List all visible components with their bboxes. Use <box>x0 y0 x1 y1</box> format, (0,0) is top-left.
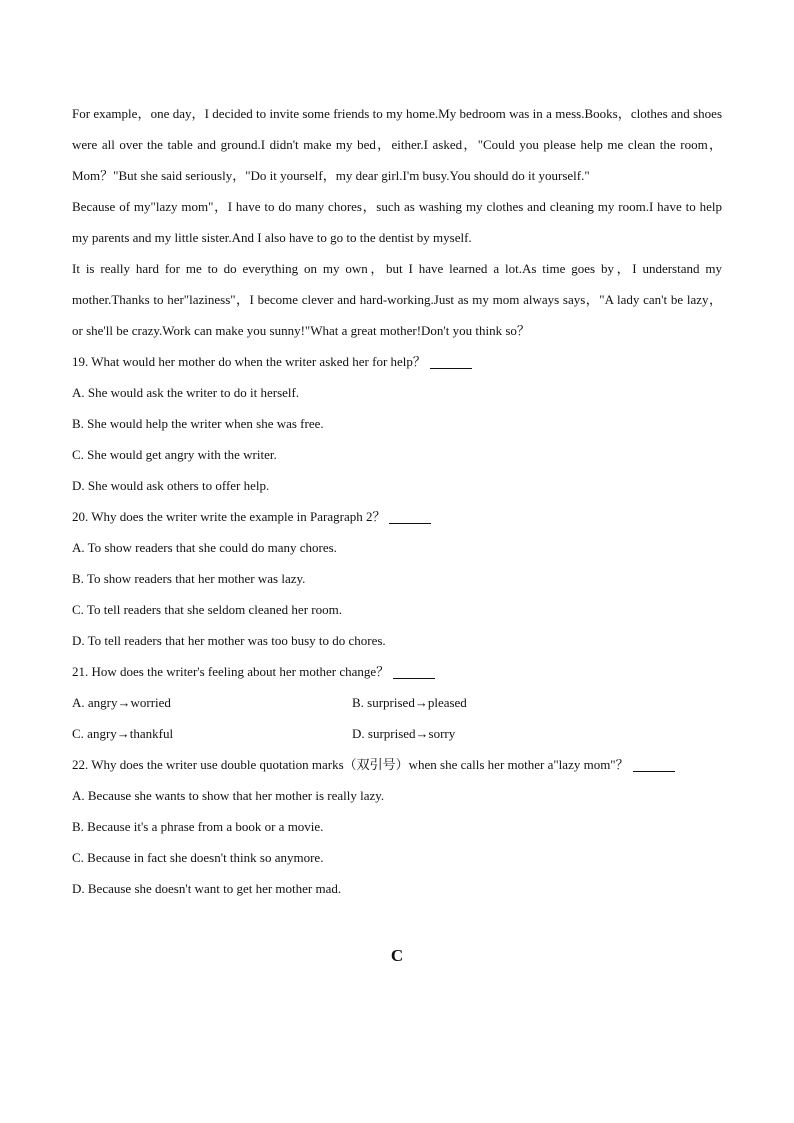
option-b: B. To show readers that her mother was lazy. <box>72 571 306 586</box>
options-row-1 <box>72 687 722 718</box>
option-c: C. Because in fact she doesn't think so anymore. <box>72 850 324 865</box>
question-21 <box>72 656 722 749</box>
option-d: D. surprised→sorry <box>352 726 456 741</box>
answer-blank[interactable] <box>633 757 675 772</box>
question-stem-text: 19. What would her mother do when the writer asked her for help？ <box>72 354 426 369</box>
question-stem <box>72 749 722 780</box>
option-c: C. To tell readers that she seldom cleaned her room. <box>72 602 342 617</box>
option-c: C. angry→thankful <box>72 726 174 741</box>
option-b: B. Because it's a phrase from a book or a movie. <box>72 819 324 834</box>
option-a: A. To show readers that she could do many chores. <box>72 540 337 555</box>
answer-blank[interactable] <box>393 664 435 679</box>
question-19 <box>72 346 722 501</box>
passage-paragraph-2: Because of my"lazy mom"，I have to do many chores，such as washing my clothes and cleaning my room.I have to help my parents and my little sister.And I also have to go to the dentist by myself. <box>72 199 723 245</box>
question-stem-text: 21. How does the writer's feeling about her mother change？ <box>72 664 390 679</box>
answer-blank[interactable] <box>389 509 431 524</box>
question-stem <box>72 346 722 377</box>
question-stem-text: 20. Why does the writer write the example in Paragraph 2？ <box>72 509 386 524</box>
question-stem <box>72 656 722 687</box>
question-stem-text: 22. Why does the writer use double quotation marks（双引号）when she calls her mother a"lazy mom"？ <box>72 757 629 772</box>
passage-paragraph-3: It is really hard for me to do everything on my own，but I have learned a lot.As time goes by，I understand my mother.Thanks to her"laziness"，I become clever and hard-working.Just as my mom always says，"A lady can't be lazy，or she'll be crazy.Work can make you sunny!"What a great mother!Don't you think so？ <box>72 261 722 338</box>
option-d: D. Because she doesn't want to get her mother mad. <box>72 881 342 896</box>
question-stem <box>72 501 722 532</box>
question-22 <box>72 749 722 904</box>
option-b: B. surprised→pleased <box>352 695 467 710</box>
option-a: A. She would ask the writer to do it herself. <box>72 385 300 400</box>
section-heading-letter: C <box>390 946 404 965</box>
option-a: A. Because she wants to show that her mother is really lazy. <box>72 788 385 803</box>
exam-page <box>72 98 722 904</box>
option-d: D. To tell readers that her mother was too busy to do chores. <box>72 633 386 648</box>
option-b: B. She would help the writer when she was free. <box>72 416 324 431</box>
option-a: A. angry→worried <box>72 695 171 710</box>
options-row-2 <box>72 718 722 749</box>
option-c: C. She would get angry with the writer. <box>72 447 277 462</box>
passage-paragraph-1: For example，one day，I decided to invite some friends to my home.My bedroom was in a mess.Books，clothes and shoes were all over the table and ground.I didn't make my bed，either.I asked，"Could you please help me clean the room，Mom？"But she said seriously，"Do it yourself，my dear girl.I'm busy.You should do it yourself." <box>72 106 722 183</box>
option-d: D. She would ask others to offer help. <box>72 478 270 493</box>
question-20 <box>72 501 722 656</box>
answer-blank[interactable] <box>430 354 472 369</box>
